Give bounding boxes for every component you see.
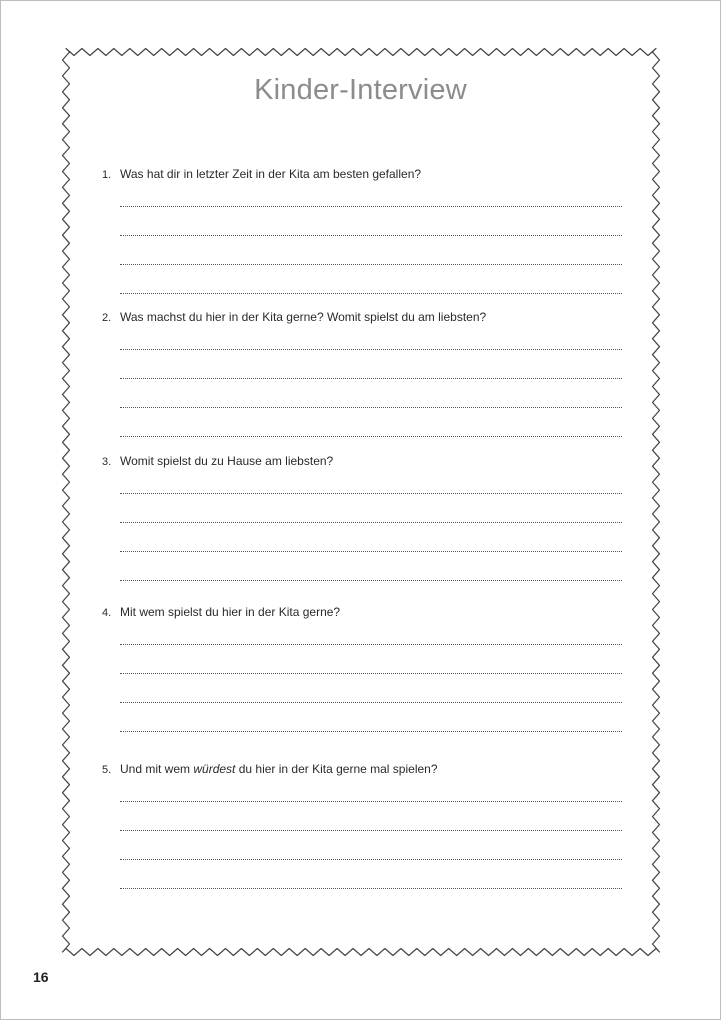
question-number: 4. bbox=[102, 607, 112, 619]
answer-line[interactable] bbox=[120, 702, 622, 703]
answer-line[interactable] bbox=[120, 378, 622, 379]
answer-line[interactable] bbox=[120, 673, 622, 674]
question-text: Und mit wem würdest du hier in der Kita gerne mal spielen? bbox=[120, 762, 438, 776]
question-4 bbox=[102, 602, 622, 622]
answer-line[interactable] bbox=[120, 264, 622, 265]
question-3 bbox=[102, 451, 622, 471]
question-text: Was hat dir in letzter Zeit in der Kita am besten gefallen? bbox=[120, 167, 422, 181]
answer-line[interactable] bbox=[120, 235, 622, 236]
question-number: 2. bbox=[102, 312, 112, 324]
answer-line[interactable] bbox=[120, 580, 622, 581]
answer-line[interactable] bbox=[120, 522, 622, 523]
question-2 bbox=[102, 307, 622, 327]
answer-line[interactable] bbox=[120, 859, 622, 860]
answer-line[interactable] bbox=[120, 801, 622, 802]
question-number: 3. bbox=[102, 456, 112, 468]
answer-line[interactable] bbox=[120, 206, 622, 207]
answer-line[interactable] bbox=[120, 349, 622, 350]
question-number: 1. bbox=[102, 169, 112, 181]
answer-line[interactable] bbox=[120, 493, 622, 494]
question-text: Womit spielst du zu Hause am liebsten? bbox=[120, 454, 334, 468]
page-title: Kinder-Interview bbox=[254, 74, 467, 106]
question-5 bbox=[102, 759, 622, 779]
answer-line[interactable] bbox=[120, 830, 622, 831]
answer-line[interactable] bbox=[120, 293, 622, 294]
answer-line[interactable] bbox=[120, 551, 622, 552]
question-1 bbox=[102, 164, 622, 184]
emphasis-text: würdest bbox=[193, 762, 236, 776]
question-text: Mit wem spielst du hier in der Kita gerne? bbox=[120, 605, 341, 619]
answer-line[interactable] bbox=[120, 731, 622, 732]
page-number: 16 bbox=[33, 969, 49, 985]
answer-line[interactable] bbox=[120, 644, 622, 645]
answer-line[interactable] bbox=[120, 436, 622, 437]
answer-line[interactable] bbox=[120, 407, 622, 408]
question-number: 5. bbox=[102, 764, 112, 776]
answer-line[interactable] bbox=[120, 888, 622, 889]
question-text: Was machst du hier in der Kita gerne? Womit spielst du am liebsten? bbox=[120, 310, 487, 324]
